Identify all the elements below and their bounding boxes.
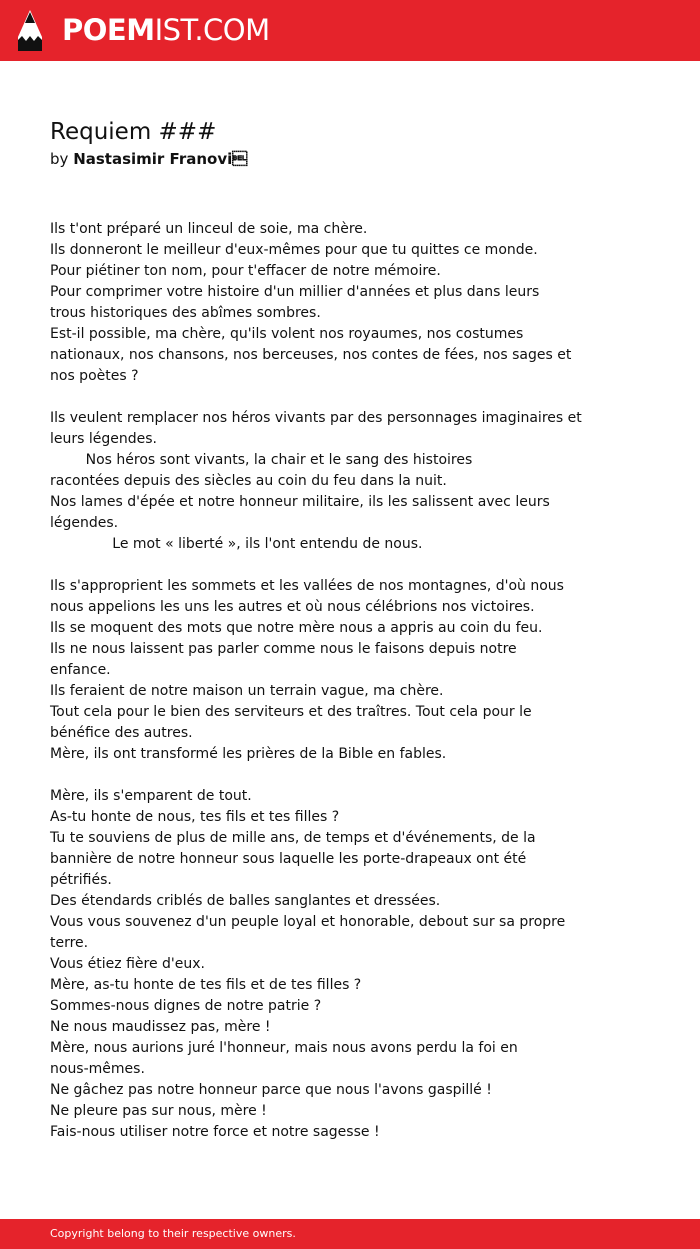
poem-stanza bbox=[50, 408, 670, 555]
author-name: Nastasimir Franovi bbox=[73, 150, 248, 168]
poem-body bbox=[50, 219, 670, 1143]
poem-line: nationaux, nos chansons, nos berceuses, nos contes de fées, nos sages et bbox=[50, 347, 572, 363]
poem-line: bannière de notre honneur sous laquelle les porte-drapeaux ont été bbox=[50, 851, 527, 867]
poem-line: Ils feraient de notre maison un terrain vague, ma chère. bbox=[50, 683, 444, 699]
poem-header bbox=[50, 115, 650, 169]
poem-line: Fais-nous utiliser notre force et notre sagesse ! bbox=[50, 1124, 380, 1140]
poem-title: Requiem ### bbox=[50, 119, 217, 145]
by-label: by bbox=[50, 150, 69, 168]
poem-line: nos poètes ? bbox=[50, 368, 139, 384]
poem-line: As-tu honte de nous, tes fils et tes filles ? bbox=[50, 809, 340, 825]
poem-line: Tu te souviens de plus de mille ans, de temps et d'événements, de la bbox=[50, 830, 536, 846]
poem-line: Est-il possible, ma chère, qu'ils volent nos royaumes, nos costumes bbox=[50, 326, 524, 342]
poem-line: Mère, as-tu honte de tes fils et de tes filles ? bbox=[50, 977, 362, 993]
poem-line: Des étendards criblés de balles sanglantes et dressées. bbox=[50, 893, 441, 909]
poem-line: Ils ne nous laissent pas parler comme nous le faisons depuis notre bbox=[50, 641, 517, 657]
poem-line: trous historiques des abîmes sombres. bbox=[50, 305, 321, 321]
site-header bbox=[0, 0, 700, 61]
poem-line: Ils t'ont préparé un linceul de soie, ma chère. bbox=[50, 221, 368, 237]
poem-line: terre. bbox=[50, 935, 89, 951]
poem-line: Ils veulent remplacer nos héros vivants par des personnages imaginaires et bbox=[50, 410, 582, 426]
poem-line: légendes. bbox=[50, 515, 119, 531]
site-footer bbox=[0, 1219, 700, 1249]
poem-line: Pour piétiner ton nom, pour t'effacer de notre mémoire. bbox=[50, 263, 441, 279]
poem-line: Nos lames d'épée et notre honneur militaire, ils les salissent avec leurs bbox=[50, 494, 550, 510]
poem-line: Tout cela pour le bien des serviteurs et des traîtres. Tout cela pour le bbox=[50, 704, 532, 720]
poem-line: Mère, ils ont transformé les prières de la Bible en fables. bbox=[50, 746, 447, 762]
poem-line: Le mot « liberté », ils l'ont entendu de nous. bbox=[50, 536, 423, 552]
poem-line: nous appelions les uns les autres et où nous célébrions nos victoires. bbox=[50, 599, 535, 615]
poem-line: enfance. bbox=[50, 662, 111, 678]
poem-line: Pour comprimer votre histoire d'un millier d'années et plus dans leurs bbox=[50, 284, 540, 300]
logo-text-bold: POEM bbox=[62, 13, 155, 47]
poem-stanza bbox=[50, 576, 670, 765]
poem-line: racontées depuis des siècles au coin du feu dans la nuit. bbox=[50, 473, 447, 489]
byline bbox=[50, 149, 650, 169]
poem-line: nous-mêmes. bbox=[50, 1061, 145, 1077]
poem-line: Mère, ils s'emparent de tout. bbox=[50, 788, 252, 804]
poem-stanza bbox=[50, 219, 670, 387]
poem-line: bénéfice des autres. bbox=[50, 725, 193, 741]
poem-stanza bbox=[50, 786, 670, 1143]
poem-line: Ne pleure pas sur nous, mère ! bbox=[50, 1103, 267, 1119]
poem-line: Sommes-nous dignes de notre patrie ? bbox=[50, 998, 322, 1014]
site-logo[interactable] bbox=[62, 11, 270, 49]
poem-line: Vous étiez fière d'eux. bbox=[50, 956, 205, 972]
poem-line: Nos héros sont vivants, la chair et le sang des histoires bbox=[50, 452, 473, 468]
poem-line: leurs légendes. bbox=[50, 431, 157, 447]
pencil-tip-icon[interactable] bbox=[18, 10, 42, 51]
poem-line: Ils se moquent des mots que notre mère nous a appris au coin du feu. bbox=[50, 620, 543, 636]
poem-line: pétrifiés. bbox=[50, 872, 112, 888]
poem-line: Ne nous maudissez pas, mère ! bbox=[50, 1019, 271, 1035]
poem-line: Ils s'approprient les sommets et les vallées de nos montagnes, d'où nous bbox=[50, 578, 564, 594]
poem-line: Ne gâchez pas notre honneur parce que nous l'avons gaspillé ! bbox=[50, 1082, 492, 1098]
poem-line: Ils donneront le meilleur d'eux-mêmes pour que tu quittes ce monde. bbox=[50, 242, 538, 258]
poem-line: Mère, nous aurions juré l'honneur, mais nous avons perdu la foi en bbox=[50, 1040, 518, 1056]
copyright-text: Copyright belong to their respective owners. bbox=[50, 1227, 296, 1240]
poem-line: Vous vous souvenez d'un peuple loyal et honorable, debout sur sa propre bbox=[50, 914, 566, 930]
logo-text-light: IST.COM bbox=[154, 13, 270, 47]
